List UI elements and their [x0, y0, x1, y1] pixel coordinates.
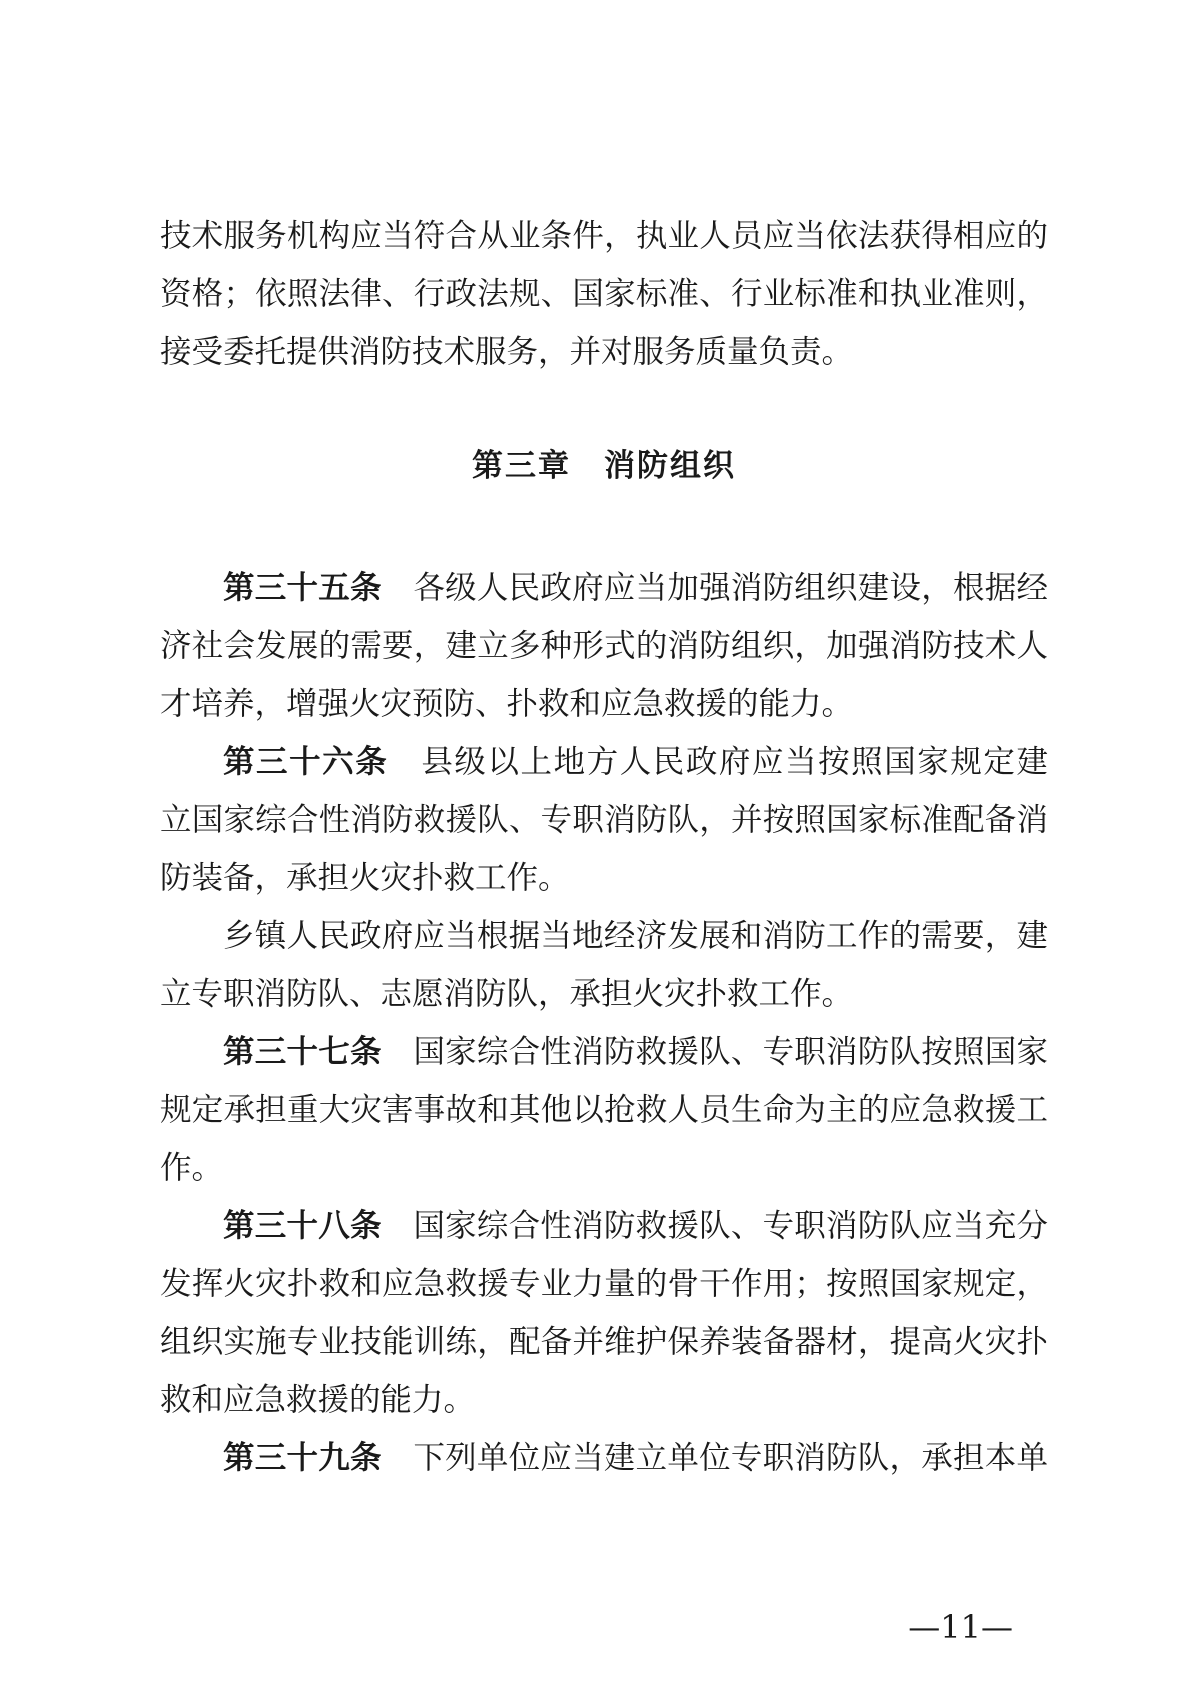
article-39 [160, 1429, 1048, 1487]
article-38-number: 第三十八条 [223, 1208, 382, 1244]
text-line: 资格；依照法律、行政法规、国家标准、行业标准和执业准则， [160, 276, 1048, 312]
text-line: 立国家综合性消防救援队、专职消防队，并按照国家标准配备消 [160, 802, 1048, 838]
text-line: 接受委托提供消防技术服务，并对服务质量负责。 [160, 334, 854, 370]
article-36-paragraph-2 [160, 907, 1048, 1023]
text-line: 技术服务机构应当符合从业条件，执业人员应当依法获得相应的 [160, 218, 1048, 254]
article-37-number: 第三十七条 [223, 1034, 382, 1070]
article-39-text: 下列单位应当建立单位专职消防队，承担本单 [381, 1440, 1048, 1476]
text-line: 作。 [160, 1150, 224, 1186]
article-39-number: 第三十九条 [223, 1440, 382, 1476]
text-line [160, 1023, 1048, 1081]
article-36 [160, 733, 1048, 907]
text-line: 防装备，承担火灾扑救工作。 [160, 860, 570, 896]
text-line: 组织实施专业技能训练，配备并维护保养装备器材，提高火灾扑 [160, 1324, 1048, 1360]
intro-paragraph [160, 207, 1048, 381]
article-36-number: 第三十六条 [223, 744, 389, 780]
text-line: 济社会发展的需要，建立多种形式的消防组织，加强消防技术人 [160, 628, 1048, 664]
text-line: 规定承担重大灾害事故和其他以抢救人员生命为主的应急救援工 [160, 1092, 1048, 1128]
text-line [160, 1429, 1048, 1487]
text-line: 救和应急救援的能力。 [160, 1382, 476, 1418]
article-37-text: 国家综合性消防救援队、专职消防队按照国家 [381, 1034, 1048, 1070]
page-content [160, 0, 1048, 1487]
article-38-text: 国家综合性消防救援队、专职消防队应当充分 [381, 1208, 1048, 1244]
article-35-number: 第三十五条 [223, 570, 382, 606]
article-35 [160, 559, 1048, 733]
chapter-heading: 第三章 消防组织 [472, 448, 736, 484]
text-line [160, 559, 1048, 617]
text-line: 发挥火灾扑救和应急救援专业力量的骨干作用；按照国家规定， [160, 1266, 1048, 1302]
text-line: 乡镇人民政府应当根据当地经济发展和消防工作的需要，建 [223, 918, 1048, 954]
text-line: 才培养，增强火灾预防、扑救和应急救援的能力。 [160, 686, 854, 722]
text-line [160, 733, 1048, 791]
text-line [160, 1197, 1048, 1255]
text-line: 立专职消防队、志愿消防队，承担火灾扑救工作。 [160, 976, 854, 1012]
article-38 [160, 1197, 1048, 1429]
page-number: —11— [908, 1608, 1013, 1646]
article-36-text: 县级以上地方人民政府应当按照国家规定建 [388, 744, 1048, 780]
article-35-text: 各级人民政府应当加强消防组织建设，根据经 [381, 570, 1048, 606]
article-37 [160, 1023, 1048, 1197]
